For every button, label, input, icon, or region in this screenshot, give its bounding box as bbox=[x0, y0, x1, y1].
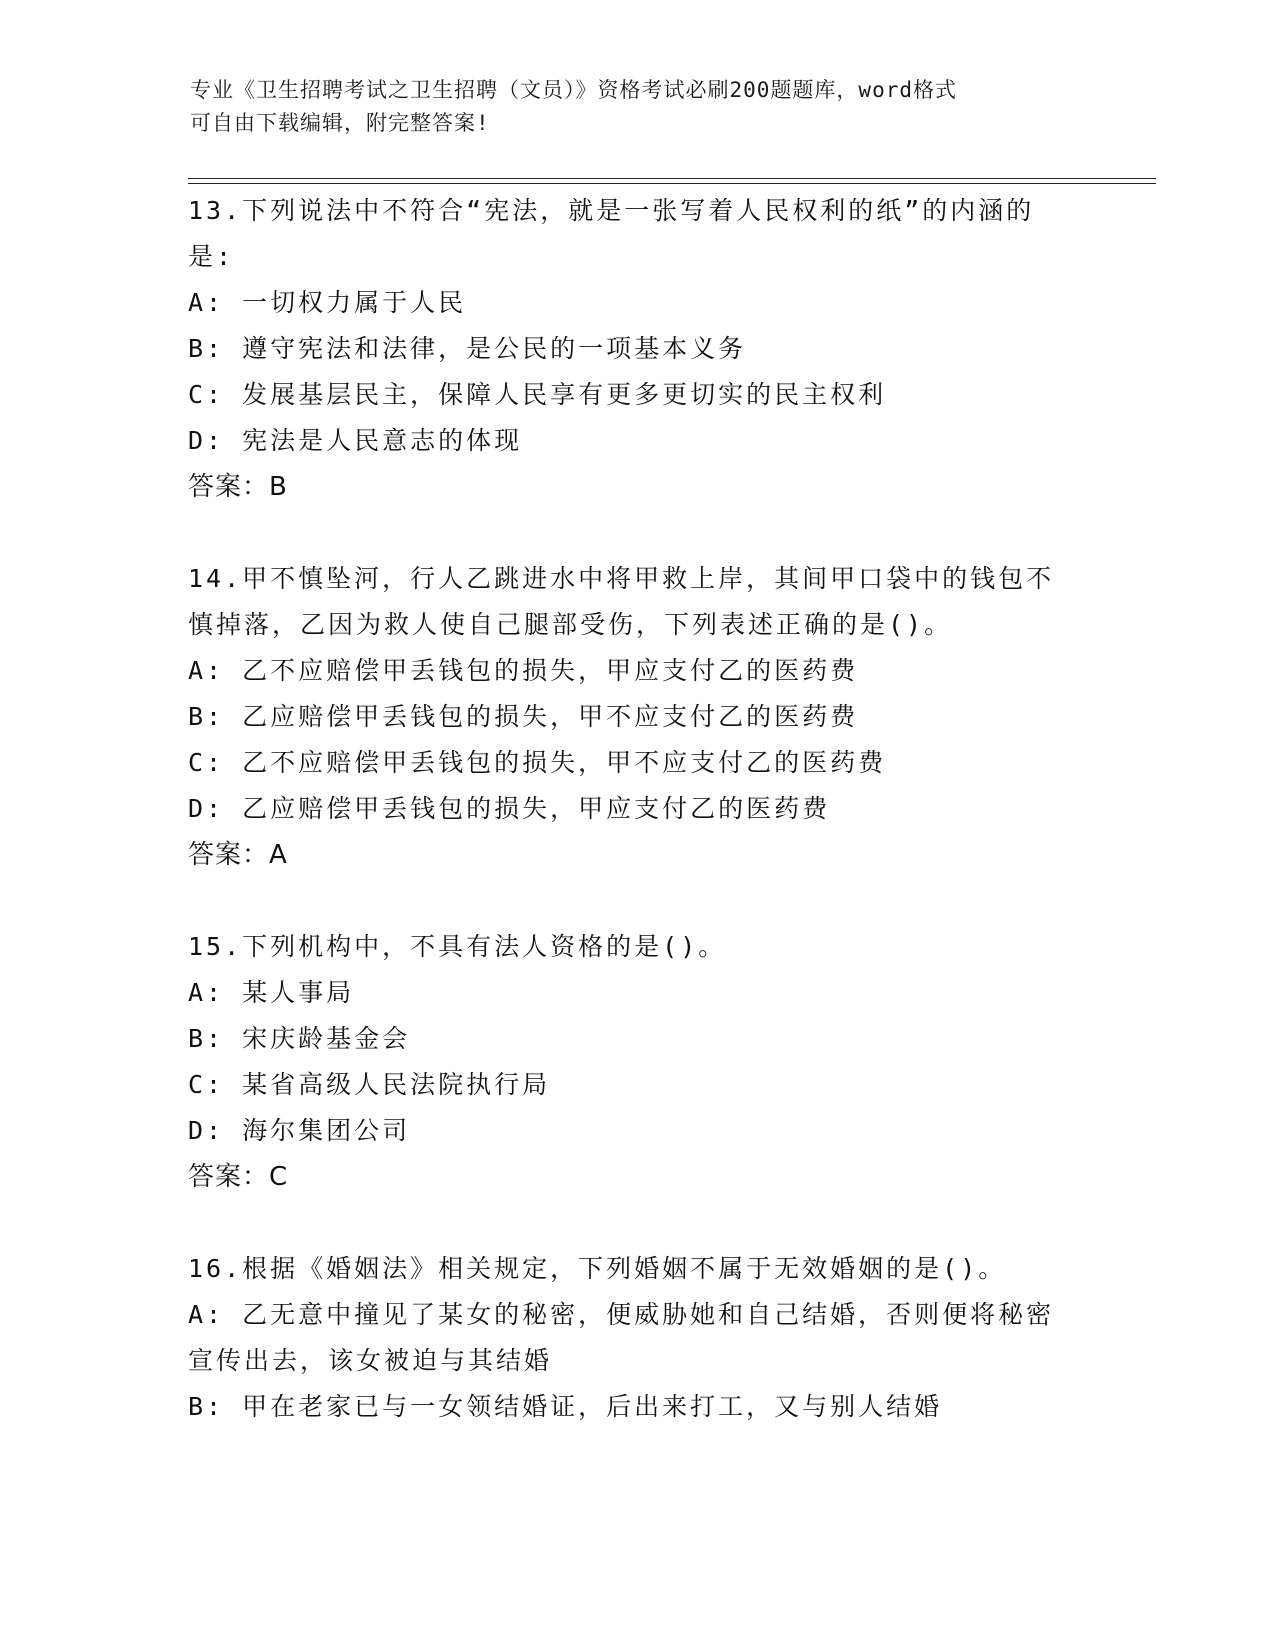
answer-label: 答案：B bbox=[188, 472, 288, 502]
question-stem: 15.下列机构中，不具有法人资格的是()。 bbox=[188, 932, 727, 961]
answer-label: 答案：C bbox=[188, 1162, 289, 1192]
option-b: B: 遵守宪法和法律，是公民的一项基本义务 bbox=[188, 334, 747, 363]
question-stem: 16.根据《婚姻法》相关规定，下列婚姻不属于无效婚姻的是()。 bbox=[188, 1254, 1007, 1283]
option-a: A: 乙不应赔偿甲丢钱包的损失，甲应支付乙的医药费 bbox=[188, 656, 859, 685]
question-stem: 14.甲不慎坠河，行人乙跳进水中将甲救上岸，其间甲口袋中的钱包不 bbox=[188, 564, 1055, 593]
option-b: B: 宋庆龄基金会 bbox=[188, 1024, 411, 1053]
option-d: D: 乙应赔偿甲丢钱包的损失，甲应支付乙的医药费 bbox=[188, 794, 831, 823]
question-stem: 慎掉落，乙因为救人使自己腿部受伤，下列表述正确的是()。 bbox=[188, 610, 953, 639]
header-divider bbox=[188, 178, 1156, 179]
option-d: D: 海尔集团公司 bbox=[188, 1116, 411, 1145]
question-block bbox=[188, 556, 1088, 924]
question-block bbox=[188, 924, 1088, 1246]
question-block bbox=[188, 188, 1088, 556]
option-a: A: 一切权力属于人民 bbox=[188, 288, 467, 317]
option-c: C: 乙不应赔偿甲丢钱包的损失，甲不应支付乙的医药费 bbox=[188, 748, 887, 777]
question-stem: 13.下列说法中不符合“宪法，就是一张写着人民权利的纸”的内涵的 bbox=[188, 196, 1035, 225]
option-a-continued: 宣传出去，该女被迫与其结婚 bbox=[188, 1346, 553, 1375]
header-line: 专业《卫生招聘考试之卫生招聘（文员）》资格考试必刷200题题库，word格式 bbox=[190, 78, 957, 102]
document-header bbox=[190, 74, 1070, 140]
question-block bbox=[188, 1246, 1088, 1430]
header-divider bbox=[188, 183, 1156, 184]
header-line: 可自由下载编辑，附完整答案! bbox=[190, 111, 490, 135]
option-d: D: 宪法是人民意志的体现 bbox=[188, 426, 523, 455]
option-c: C: 发展基层民主，保障人民享有更多更切实的民主权利 bbox=[188, 380, 887, 409]
option-c: C: 某省高级人民法院执行局 bbox=[188, 1070, 551, 1099]
option-a: A: 某人事局 bbox=[188, 978, 355, 1007]
question-list bbox=[188, 188, 1088, 1430]
option-a: A: 乙无意中撞见了某女的秘密，便威胁她和自己结婚，否则便将秘密 bbox=[188, 1300, 1055, 1329]
answer-label: 答案：A bbox=[188, 840, 288, 870]
question-stem: 是: bbox=[188, 242, 235, 271]
option-b: B: 甲在老家已与一女领结婚证，后出来打工，又与别人结婚 bbox=[188, 1392, 943, 1421]
option-b: B: 乙应赔偿甲丢钱包的损失，甲不应支付乙的医药费 bbox=[188, 702, 859, 731]
